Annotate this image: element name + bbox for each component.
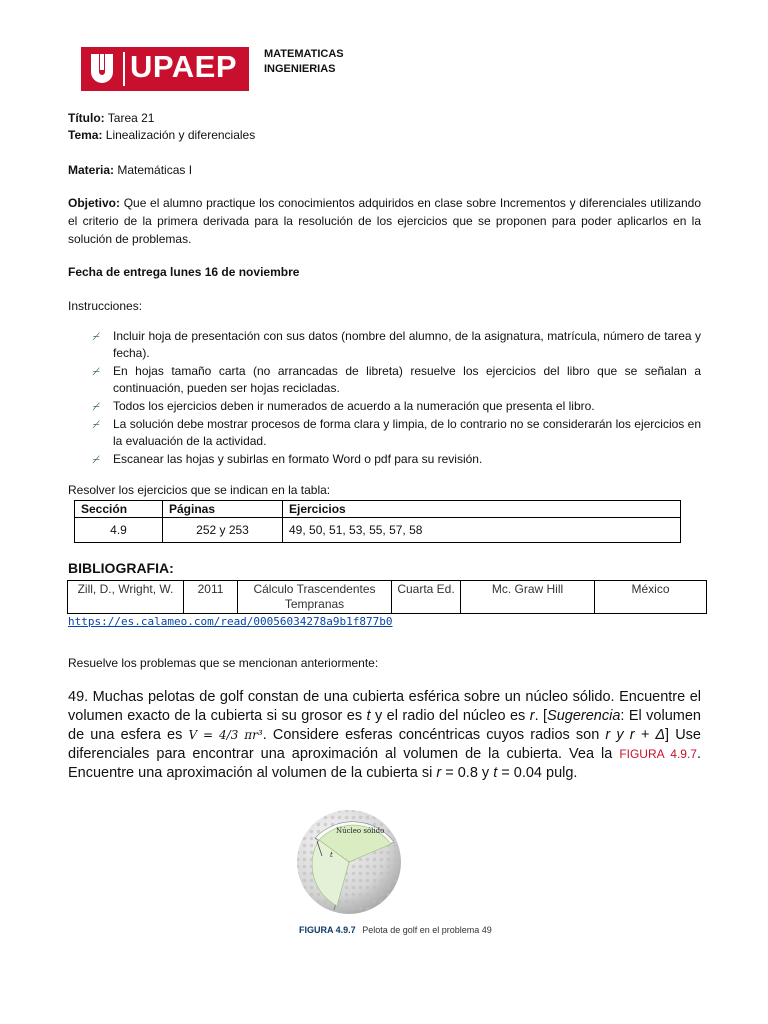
table-cell: 4.9 xyxy=(75,518,163,543)
tema-value: Linealización y diferenciales xyxy=(105,128,256,142)
t-label: t xyxy=(330,851,333,859)
list-item: ⌿ Todos los ejercicios deben ir numerados de acuerdo a la numeración que presenta el libro. xyxy=(90,398,701,415)
tabla-intro: Resolver los ejercicios que se indican en la tabla: xyxy=(68,483,331,497)
golf-ball-figure xyxy=(294,800,404,920)
table-cell: Cálculo Trascendentes Tempranas xyxy=(238,581,392,614)
caption-text: Pelota de golf en el problema 49 xyxy=(362,925,492,935)
titulo-value: Tarea 21 xyxy=(107,111,155,125)
logo-divider xyxy=(123,52,125,86)
list-item: ⌿ Incluir hoja de presentación con sus datos (nombre del alumno, de la asignatura, matrícula, número de tarea y fecha). xyxy=(92,329,701,360)
fecha-entrega: Fecha de entrega lunes 16 de noviembre xyxy=(68,265,300,279)
titulo-line xyxy=(68,110,154,126)
bibliografia-heading: BIBLIOGRAFIA: xyxy=(68,560,174,576)
list-item: ⌿ Escanear las hojas y subirlas en formato Word o pdf para su revisión. xyxy=(90,451,701,468)
tema-label: Tema: xyxy=(68,128,103,142)
table-row xyxy=(68,581,707,614)
objetivo-text: Que el alumno practique los conocimientos adquiridos en clase sobre Incrementos y diferenciales utilizando el criterio de la primera derivada para la resolución de los ejercicios que se proponen para poder aplicarlos en la solución de problemas. xyxy=(68,196,701,246)
table-header-row xyxy=(75,501,681,518)
logo-text: UPAEP xyxy=(130,49,238,84)
caption-label: FIGURA 4.9.7 xyxy=(299,925,356,935)
arrow-bullet-icon: ⌿ xyxy=(92,454,99,466)
figure-reference: FIGURA 4.9.7 xyxy=(619,747,697,761)
dept-line-1: MATEMATICAS xyxy=(264,48,344,60)
figure-caption xyxy=(299,925,492,935)
column-header: Ejercicios xyxy=(283,501,681,518)
table-cell: Mc. Graw Hill xyxy=(461,581,595,614)
list-item: ⌿ En hojas tamaño carta (no arrancadas de libreta) resuelve los ejercicios del libro que se señalan a continuación, pueden ser hojas recicladas. xyxy=(92,364,701,395)
materia-value: Matemáticas I xyxy=(117,163,193,177)
table-cell: 49, 50, 51, 53, 55, 57, 58 xyxy=(283,518,681,543)
exercises-table xyxy=(74,500,681,543)
arrow-bullet-icon: ⌿ xyxy=(92,401,99,413)
problem-49: 49. Muchas pelotas de golf constan de una cubierta esférica sobre un núcleo sólido. Encuentre el volumen exacto de la cubierta si su grosor es t y el radio del núcleo es r. [Sugerencia: El volumen de una esfera es V = 4/3 πr³. Considere esferas concéntricas cuyos radios son r y r + Δ] Use diferenciales para encontrar una aproximación al volumen de la cubierta. Vea la FIGURA 4.9.7. Encuentre una aproximación al volumen de la cubierta si r = 0.8 y t = 0.04 pulg. xyxy=(68,689,701,781)
column-header: Sección xyxy=(75,501,163,518)
arrow-bullet-icon: ⌿ xyxy=(92,331,99,343)
sugerencia-label: Sugerencia xyxy=(547,708,621,724)
table-cell: Cuarta Ed. xyxy=(392,581,461,614)
titulo-label: Título: xyxy=(68,111,105,125)
u-emblem-icon xyxy=(87,52,117,86)
volume-formula: V = 4/3 πr³ xyxy=(188,728,263,742)
table-cell: 2011 xyxy=(184,581,238,614)
table-row xyxy=(75,518,681,543)
upaep-logo xyxy=(81,47,249,91)
instrucciones-list xyxy=(90,328,701,469)
materia-label: Materia: xyxy=(68,163,115,177)
instrucciones-label: Instrucciones: xyxy=(68,299,143,313)
calameo-link[interactable]: https://es.calameo.com/read/00056034278a9b1f877b0 xyxy=(68,615,393,628)
bibliography-table xyxy=(67,580,707,614)
table-cell: 252 y 253 xyxy=(163,518,283,543)
department-label xyxy=(264,47,344,77)
resuelve-line: Resuelve los problemas que se mencionan anteriormente: xyxy=(68,656,379,670)
arrow-bullet-icon: ⌿ xyxy=(92,366,99,378)
table-cell: Zill, D., Wright, W. xyxy=(68,581,184,614)
list-item: ⌿ La solución debe mostrar procesos de forma clara y limpia, de lo contrario no se considerarán los ejercicios en la evaluación de la actividad. xyxy=(92,417,701,448)
tema-line xyxy=(68,127,255,143)
materia-line xyxy=(68,162,192,178)
radios-expression: r y r + Δ xyxy=(605,727,666,743)
arrow-bullet-icon: ⌿ xyxy=(92,419,99,431)
objetivo-label: Objetivo: xyxy=(68,196,121,210)
nucleo-label: Núcleo sólido xyxy=(336,827,385,835)
objetivo-paragraph xyxy=(68,194,701,248)
table-cell: México xyxy=(595,581,707,614)
dept-line-2: INGENIERIAS xyxy=(264,63,336,75)
column-header: Páginas xyxy=(163,501,283,518)
